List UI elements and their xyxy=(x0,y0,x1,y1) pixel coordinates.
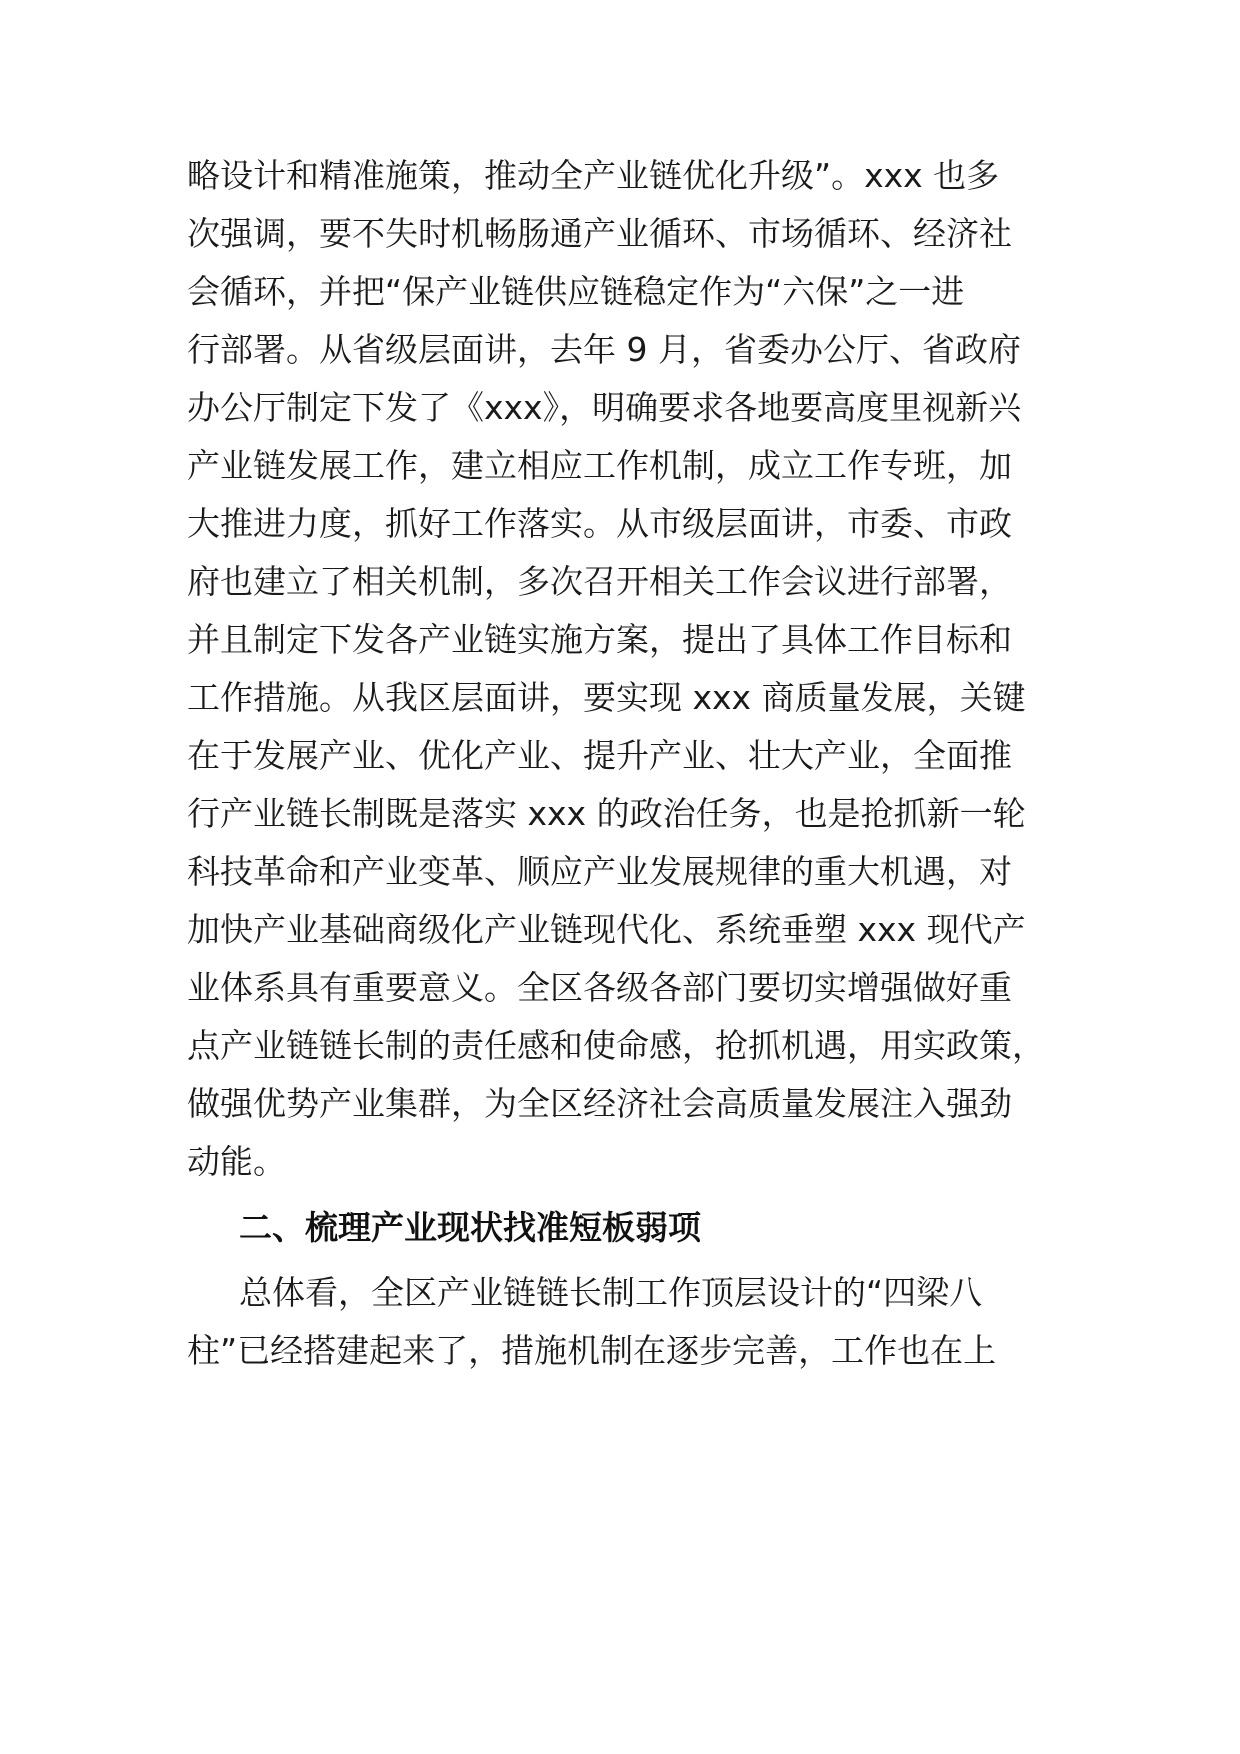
paragraph-line: 科技革命和产业变革、顺应产业发展规律的重大机遇，对 xyxy=(187,852,1012,891)
paragraph-line: 并且制定下发各产业链实施方案，提出了具体工作目标和 xyxy=(187,620,1012,659)
paragraph-line: 大推进力度，抓好工作落实。从市级层面讲，市委、市政 xyxy=(187,504,1012,543)
paragraph-line: 加快产业基础商级化产业链现代化、系统垂塑 xxx 现代产 xyxy=(187,910,1026,949)
paragraph-line: 工作措施。从我区层面讲，要实现 xxx 商质量发展，关键 xyxy=(187,678,1026,717)
paragraph-line: 在于发展产业、优化产业、提升产业、壮大产业，全面推 xyxy=(187,736,1012,775)
paragraph-line: 办公厅制定下发了《xxx》，明确要求各地要高度里视新兴 xyxy=(187,388,1022,427)
paragraph-line: 产业链发展工作，建立相应工作机制，成立工作专班，加 xyxy=(187,446,1012,485)
paragraph-line: 行部署。从省级层面讲，去年 9 月，省委办公厅、省政府 xyxy=(187,330,1021,369)
paragraph-line: 做强优势产业集群，为全区经济社会高质量发展注入强劲 xyxy=(187,1084,1012,1123)
paragraph-line: 行产业链长制既是落实 xxx 的政治任务，也是抢抓新一轮 xyxy=(187,794,1026,833)
paragraph-line: 点产业链链长制的责任感和使命感，抢抓机遇，用实政策， xyxy=(187,1026,1045,1065)
paragraph-line: 府也建立了相关机制，多次召开相关工作会议进行部署， xyxy=(187,562,1012,601)
paragraph-line: 动能。 xyxy=(187,1142,286,1181)
paragraph-line: 会循环，并把“保产业链供应链稳定作为“六保”之一进 xyxy=(187,272,965,311)
paragraph-line: 总体看，全区产业链链长制工作顶层设计的“四梁八 xyxy=(239,1273,983,1312)
section-heading: 二、梳理产业现状找准短板弱项 xyxy=(239,1208,701,1247)
paragraph-line: 业体系具有重要意义。全区各级各部门要切实增强做好重 xyxy=(187,968,1012,1007)
paragraph-line: 次强调，要不失时机畅肠通产业循环、市场循环、经济社 xyxy=(187,214,1012,253)
paragraph-line: 略设计和精准施策，推动全产业链优化升级”。xxx 也多 xyxy=(187,156,1000,195)
paragraph-line: 柱”已经搭建起来了，措施机制在逐步完善，工作也在上 xyxy=(187,1331,997,1370)
